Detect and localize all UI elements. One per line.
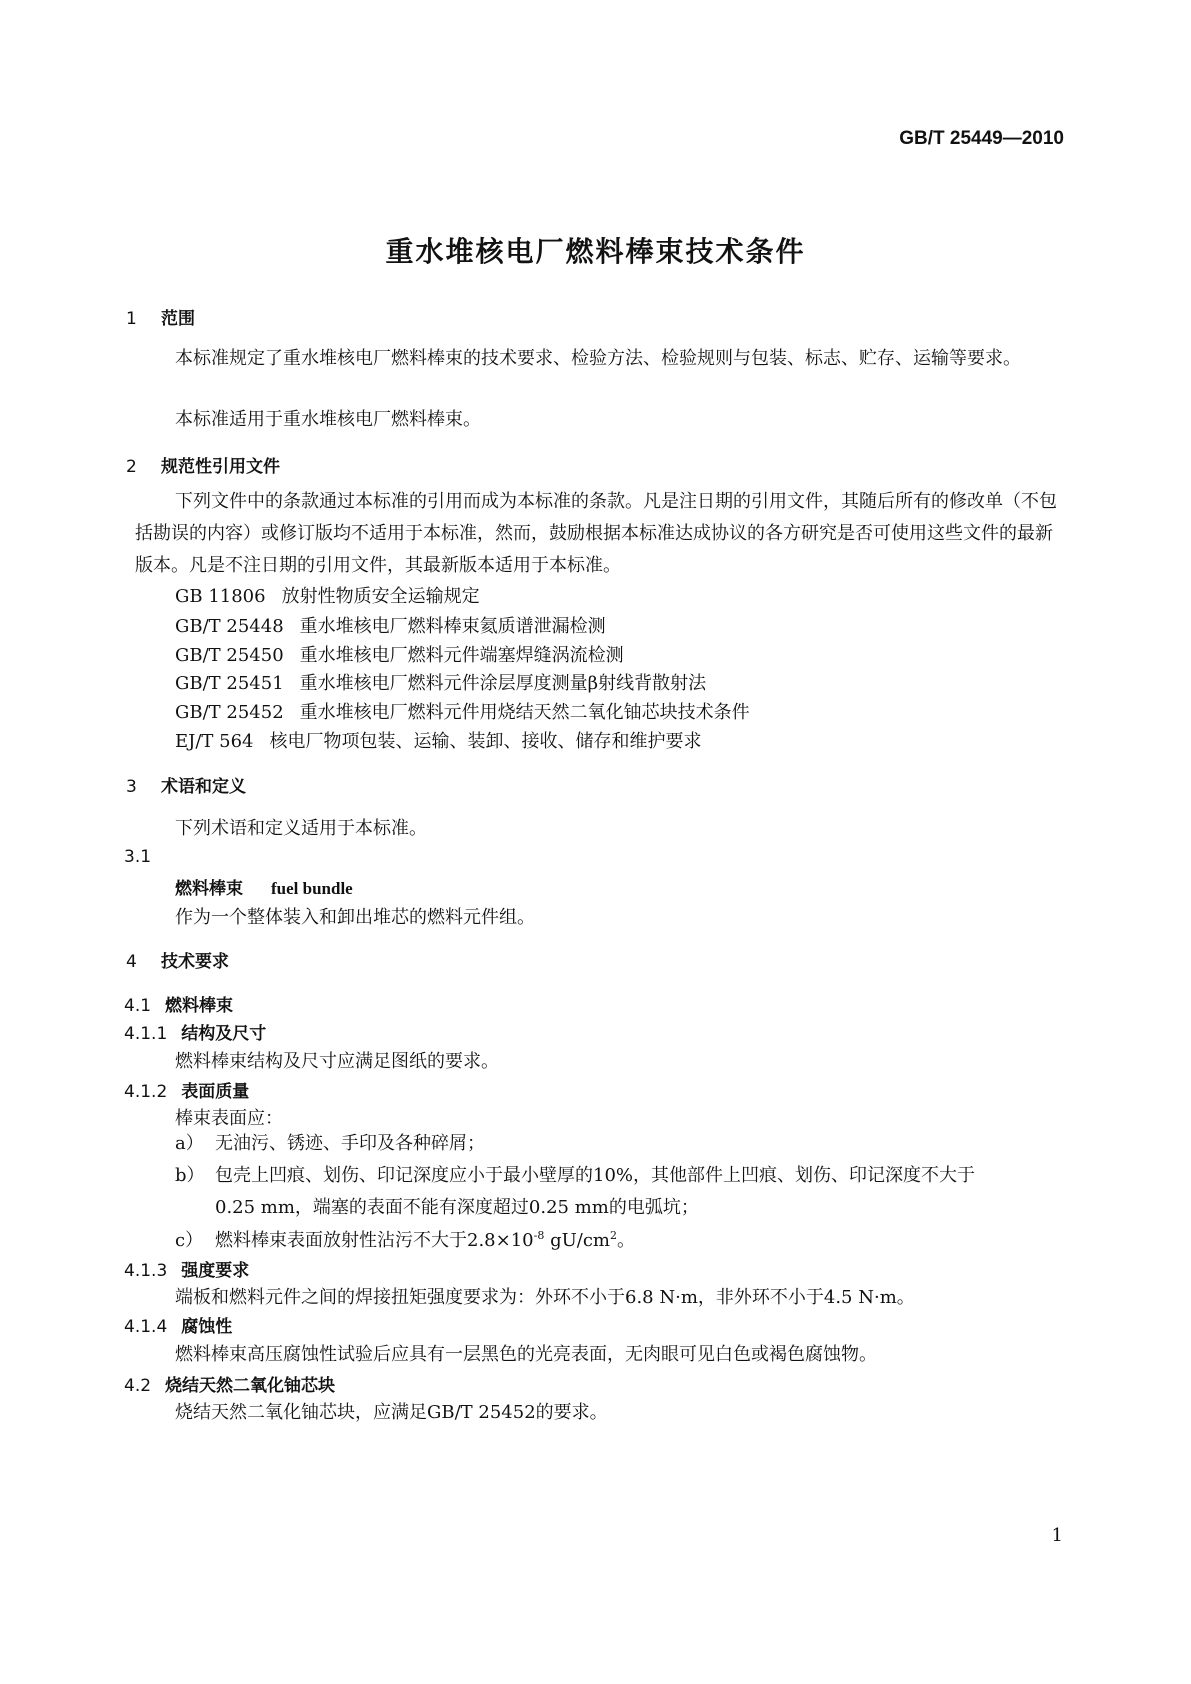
- section-3-heading: [126, 772, 246, 797]
- subsection-4-1-2-lead: 棒束表面应：: [175, 1108, 283, 1129]
- term-definition: 作为一个整体装入和卸出堆芯的燃料元件组。: [175, 907, 535, 928]
- subsection-4-1-3-heading: 4.1.3 强度要求: [124, 1261, 250, 1281]
- reference-title: 重水堆核电厂燃料元件涂层厚度测量β射线背散射法: [299, 673, 707, 694]
- reference-title: 核电厂物项包装、运输、装卸、接收、储存和维护要求: [269, 731, 702, 752]
- section-title: 范围: [161, 309, 195, 329]
- reference-item: [175, 727, 702, 753]
- section-title: 术语和定义: [161, 777, 246, 797]
- reference-title: 重水堆核电厂燃料棒束氦质谱泄漏检测: [299, 616, 606, 637]
- section-2-paragraph: 下列文件中的条款通过本标准的引用而成为本标准的条款。凡是注日期的引用文件，其随后所有的修改单（不包括勘误的内容）或修订版均不适用于本标准，然而，鼓励根据本标准达成协议的各方研究是否可使用这些文件的最新版本。凡是不注日期的引用文件，其最新版本适用于本标准。: [135, 491, 1057, 576]
- section-3-paragraph: 下列术语和定义适用于本标准。: [175, 818, 427, 839]
- term-number: 3.1: [124, 847, 152, 867]
- subsection-4-1-heading: 4.1 燃料棒束: [124, 996, 234, 1016]
- section-number: 4: [126, 952, 137, 972]
- subsection-4-2-text: 烧结天然二氧化铀芯块，应满足GB/T 25452的要求。: [175, 1402, 608, 1423]
- section-title: 技术要求: [161, 952, 229, 972]
- reference-item: [175, 612, 606, 638]
- section-number: 1: [126, 309, 137, 329]
- section-1-paragraph: 本标准规定了重水堆核电厂燃料棒束的技术要求、检验方法、检验规则与包装、标志、贮存、运输等要求。: [175, 348, 1021, 369]
- reference-code: GB/T 25450: [175, 645, 284, 666]
- reference-item: [175, 582, 480, 608]
- reference-title: 重水堆核电厂燃料元件端塞焊缝涡流检测: [299, 645, 624, 666]
- section-number: 3: [126, 777, 137, 797]
- reference-item: [175, 669, 706, 695]
- subsection-4-1-4-text: 燃料棒束高压腐蚀性试验后应具有一层黑色的光亮表面，无肉眼可见白色或褐色腐蚀物。: [175, 1344, 877, 1365]
- subsection-4-1-1-text: 燃料棒束结构及尺寸应满足图纸的要求。: [175, 1051, 499, 1072]
- page-number: 1: [1051, 1525, 1063, 1546]
- reference-title: 放射性物质安全运输规定: [281, 586, 480, 607]
- document-title: 重水堆核电厂燃料棒束技术条件: [385, 235, 806, 268]
- reference-code: GB/T 25451: [175, 673, 284, 694]
- section-1-paragraph: 本标准适用于重水堆核电厂燃料棒束。: [175, 409, 481, 430]
- reference-title: 重水堆核电厂燃料元件用烧结天然二氧化铀芯块技术条件: [299, 702, 750, 723]
- term-zh: 燃料棒束: [175, 879, 243, 899]
- section-4-heading: [126, 947, 229, 972]
- subsection-4-1-4-heading: 4.1.4 腐蚀性: [124, 1317, 233, 1337]
- reference-code: GB/T 25452: [175, 702, 284, 723]
- section-number: 2: [126, 457, 137, 477]
- list-item-c: c） 燃料棒束表面放射性沾污不大于$2.8\times 10^{-8}$ $gU/cm^2$。: [175, 1229, 635, 1251]
- standard-number: GB/T 25449—2010: [899, 128, 1064, 149]
- reference-item: [175, 698, 750, 724]
- list-item-a: a） 无油污、锈迹、手印及各种碎屑；: [175, 1133, 485, 1154]
- reference-item: [175, 641, 624, 667]
- reference-code: GB/T 25448: [175, 616, 284, 637]
- subsection-4-1-3-text: 端板和燃料元件之间的焊接扭矩强度要求为：外环不小于6.8 N·m，非外环不小于4.5 N·m。: [175, 1287, 915, 1308]
- subsection-4-1-1-heading: 4.1.1 结构及尺寸: [124, 1024, 267, 1044]
- reference-code: GB 11806: [175, 586, 266, 607]
- reference-code: EJ/T 564: [175, 731, 254, 752]
- section-2-heading: [126, 452, 280, 477]
- term-en: fuel bundle: [271, 879, 353, 898]
- subsection-4-2-heading: 4.2 烧结天然二氧化铀芯块: [124, 1376, 336, 1396]
- section-1-heading: [126, 304, 195, 329]
- subsection-4-1-2-heading: 4.1.2 表面质量: [124, 1082, 250, 1102]
- section-title: 规范性引用文件: [161, 457, 280, 477]
- list-item-b: b） 包壳上凹痕、划伤、印记深度应小于最小壁厚的10%，其他部件上凹痕、划伤、印记深度不大于 0.25 mm，端塞的表面不能有深度超过0.25 mm的电弧坑；: [175, 1165, 976, 1218]
- term-heading: [175, 874, 353, 899]
